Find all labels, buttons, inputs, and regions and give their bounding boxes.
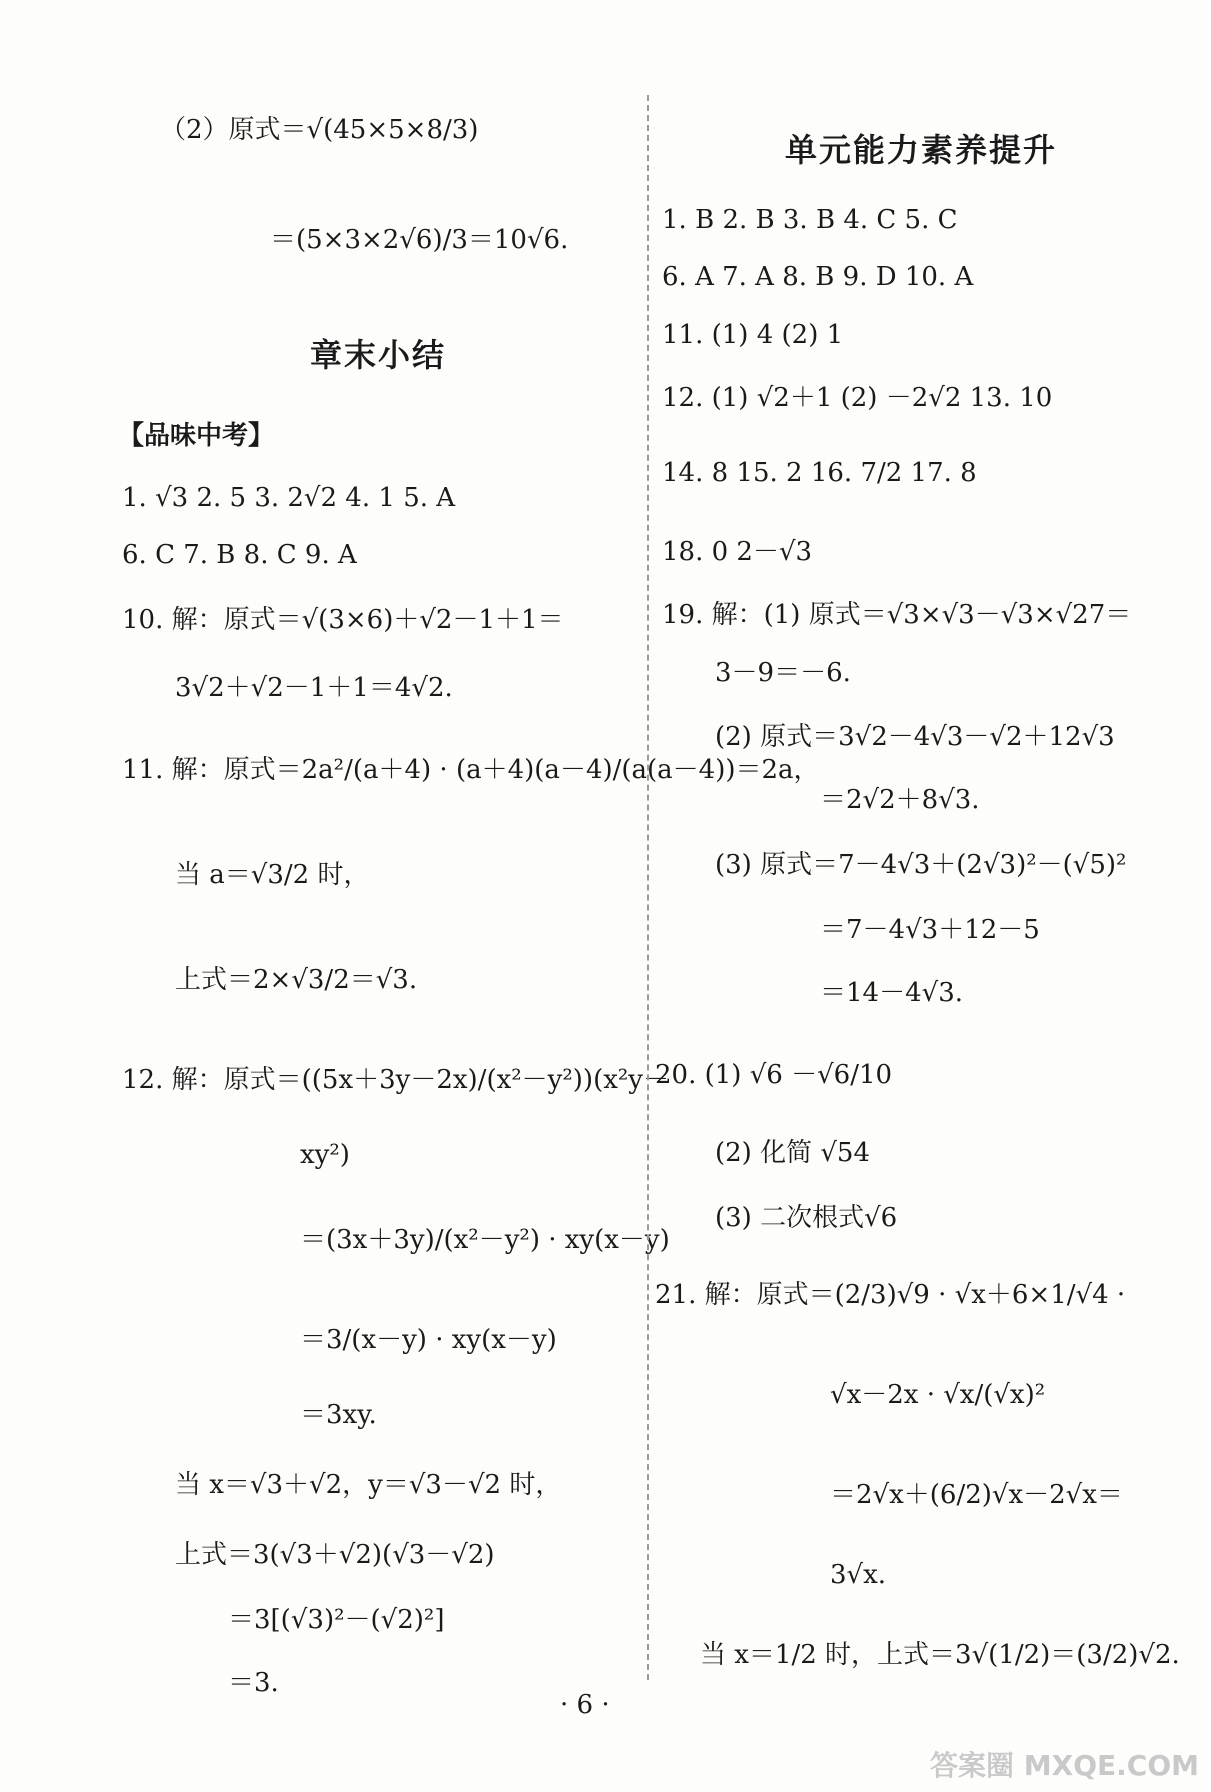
section-title-chapter-summary: 章末小结 <box>310 336 447 374</box>
problem-12-line-8: ＝3[(√3)²－(√2)²] <box>228 1605 445 1635</box>
problem-12-line-7: 上式＝3(√3＋√2)(√3－√2) <box>175 1540 495 1570</box>
problem-12-line-4: ＝3/(x－y) · xy(x－y) <box>300 1325 557 1355</box>
problem-19-line-4: ＝2√2＋8√3. <box>820 785 980 815</box>
problem-21-line-3: ＝2√x＋(6/2)√x－2√x＝ <box>830 1480 1123 1510</box>
problem-12-line-3: ＝(3x＋3y)/(x²－y²) · xy(x－y) <box>300 1225 670 1255</box>
problem-11-line-1: 11. 解：原式＝2a²/(a＋4) · (a＋4)(a－4)/(a(a－4))＝2a， <box>122 755 820 785</box>
right-answers-row-2: 6. A 7. A 8. B 9. D 10. A <box>662 262 974 292</box>
problem-19-line-7: ＝14－4√3. <box>820 978 964 1008</box>
problem-21-line-5: 当 x＝1/2 时，上式＝3√(1/2)＝(3/2)√2. <box>700 1640 1180 1670</box>
answers-row-1: 1. √3 2. 5 3. 2√2 4. 1 5. A <box>122 483 456 513</box>
problem-10-line-1: 10. 解：原式＝√(3×6)＋√2－1＋1＝ <box>122 605 564 635</box>
right-answers-row-3: 11. (1) 4 (2) 1 <box>662 320 844 350</box>
problem-20-line-1: 20. (1) √6 －√6/10 <box>655 1060 893 1090</box>
problem-12-line-9: ＝3. <box>228 1668 279 1698</box>
problem-21-line-1: 21. 解：原式＝(2/3)√9 · √x＋6×1/√4 · <box>655 1280 1126 1310</box>
right-answers-row-1: 1. B 2. B 3. B 4. C 5. C <box>662 205 958 235</box>
problem-19-line-5: (3) 原式＝7－4√3＋(2√3)²－(√5)² <box>715 850 1127 880</box>
section-title-unit-ability: 单元能力素养提升 <box>785 131 1058 169</box>
problem-19-line-1: 19. 解：(1) 原式＝√3×√3－√3×√27＝ <box>662 600 1132 630</box>
problem-11-line-3: 上式＝2×√3/2＝√3. <box>175 965 418 995</box>
problem-20-line-2: (2) 化简 √54 <box>715 1138 871 1168</box>
right-answers-row-4: 12. (1) √2＋1 (2) －2√2 13. 10 <box>662 383 1053 413</box>
line-2-result: ＝(5×3×2√6)/3＝10√6. <box>270 225 569 255</box>
problem-21-line-2: √x－2x · √x/(√x)² <box>830 1380 1046 1410</box>
problem-19-line-6: ＝7－4√3＋12－5 <box>820 915 1040 945</box>
line-2-original: （2）原式＝√(45×5×8/3) <box>160 115 479 145</box>
subsection-heading: 【品味中考】 <box>118 421 275 451</box>
problem-12-line-1: 12. 解：原式＝((5x＋3y－2x)/(x²－y²))(x²y－ <box>122 1065 669 1095</box>
watermark: 答案圈 MXQE.COM <box>930 1749 1199 1782</box>
problem-12-line-6: 当 x＝√3＋√2，y＝√3－√2 时， <box>175 1470 562 1500</box>
problem-11-line-2: 当 a＝√3/2 时， <box>175 860 370 890</box>
problem-19-line-2: 3－9＝－6. <box>715 658 851 688</box>
problem-12-line-5: ＝3xy. <box>300 1400 377 1430</box>
problem-10-line-2: 3√2＋√2－1＋1＝4√2. <box>175 673 453 703</box>
problem-21-line-4: 3√x. <box>830 1560 887 1590</box>
right-answers-row-5: 14. 8 15. 2 16. 7/2 17. 8 <box>662 458 977 488</box>
problem-12-line-2: xy²) <box>300 1140 350 1170</box>
problem-20-line-3: (3) 二次根式√6 <box>715 1203 898 1233</box>
page-number: · 6 · <box>560 1690 610 1720</box>
answers-row-2: 6. C 7. B 8. C 9. A <box>122 540 357 570</box>
column-divider <box>647 95 649 1680</box>
right-answers-row-6: 18. 0 2－√3 <box>662 537 813 567</box>
problem-19-line-3: (2) 原式＝3√2－4√3－√2＋12√3 <box>715 722 1115 752</box>
